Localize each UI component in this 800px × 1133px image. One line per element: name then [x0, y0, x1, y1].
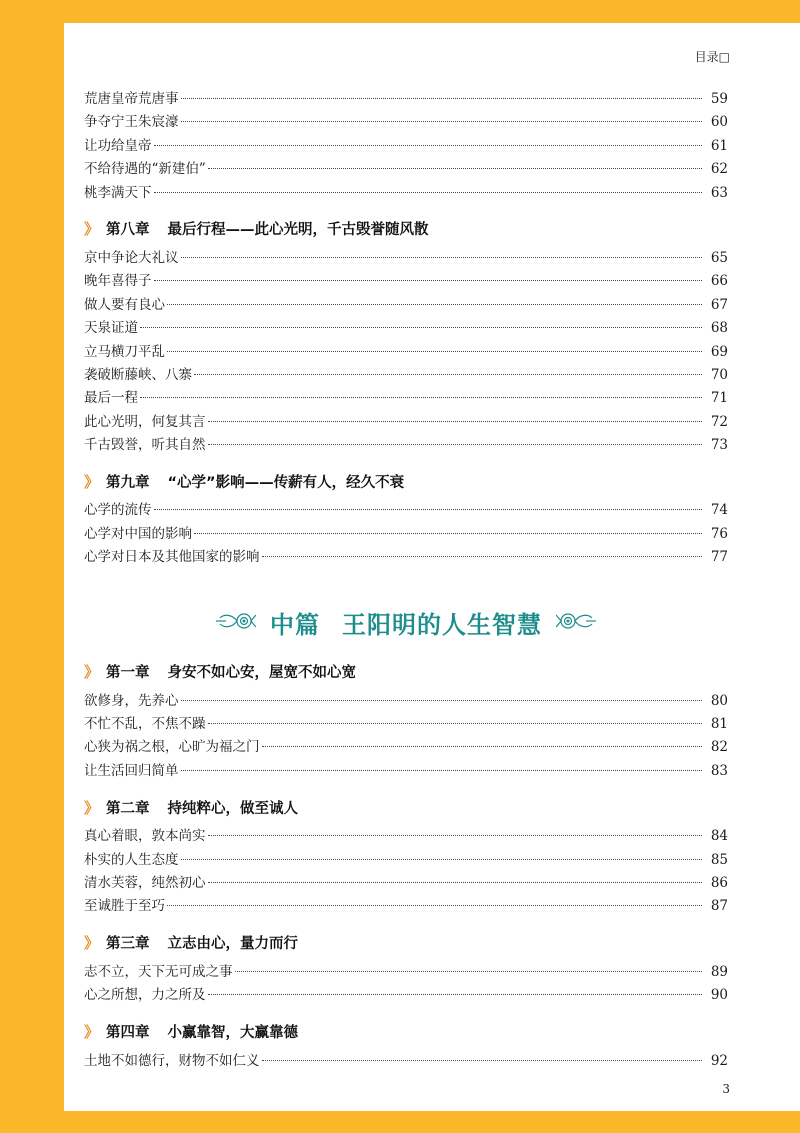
toc-entry-title: 清水芙蓉，纯然初心: [84, 874, 206, 891]
chapter-title: 持纯粹心，做至诚人: [167, 800, 299, 817]
toc-entry-page: 67: [710, 296, 728, 313]
chapter-marker-icon: 》: [84, 663, 97, 682]
toc-entry[interactable]: [84, 1050, 728, 1073]
chapter-heading: [84, 214, 728, 244]
toc-entry[interactable]: [84, 849, 728, 872]
toc-entry-title: 土地不如德行，财物不如仁义: [84, 1052, 260, 1069]
chapter-title: “心学”影响——传薪有人，经久不衰: [167, 474, 405, 491]
dot-leader: [181, 858, 703, 860]
toc-entry[interactable]: [84, 434, 728, 457]
toc-entry[interactable]: [84, 341, 728, 364]
toc-entry-page: 73: [710, 437, 728, 454]
dot-leader: [262, 745, 703, 747]
toc-entry-page: 59: [710, 91, 728, 107]
ornament-right-icon: [556, 610, 598, 636]
toc-entry[interactable]: [84, 111, 728, 134]
toc-entry-page: 92: [710, 1052, 728, 1069]
chapter-heading: [84, 657, 728, 687]
dot-leader: [181, 256, 703, 258]
toc-entry[interactable]: [84, 961, 728, 984]
toc-entry-title: 志不立，天下无可成之事: [84, 963, 233, 980]
dot-leader: [154, 144, 703, 146]
dot-leader: [154, 191, 703, 193]
page-number: 3: [722, 1082, 730, 1096]
chapter-marker-icon: 》: [84, 934, 97, 953]
toc-entry[interactable]: [84, 135, 728, 158]
toc-entry-page: 63: [710, 184, 728, 201]
part-name: 王阳明的人生智慧: [342, 610, 542, 640]
dot-leader: [167, 904, 702, 906]
chapter-heading: [84, 928, 728, 958]
toc-entry-title: 最后一程: [84, 390, 138, 407]
toc-entry-title: 争夺宁王朱宸濠: [84, 114, 179, 131]
dot-leader: [154, 279, 703, 281]
dot-leader: [181, 97, 703, 99]
toc-entry-page: 81: [710, 716, 728, 733]
toc-entry-title: 朴实的人生态度: [84, 851, 179, 868]
dot-leader: [181, 120, 703, 122]
chapter-title: 最后行程——此心光明，千古毁誉随风散: [167, 222, 429, 239]
dot-leader: [208, 420, 703, 422]
dot-leader: [208, 443, 703, 445]
toc-entry-title: 不忙不乱，不焦不躁: [84, 716, 206, 733]
toc-entry-title: 晚年喜得子: [84, 273, 152, 290]
toc-entry-page: 84: [710, 828, 728, 845]
toc-entry[interactable]: [84, 294, 728, 317]
toc-entry-page: 66: [710, 273, 728, 290]
toc-entry[interactable]: [84, 317, 728, 340]
chapter-title: 立志由心，量力而行: [167, 936, 299, 953]
toc-entry-page: 62: [710, 161, 728, 178]
table-of-contents: [84, 88, 728, 1073]
toc-entry-page: 69: [710, 343, 728, 360]
toc-entry-page: 77: [710, 549, 728, 566]
toc-entry-title: 让生活回归简单: [84, 762, 179, 779]
toc-entry-page: 89: [710, 963, 728, 980]
toc-entry[interactable]: [84, 690, 728, 713]
toc-entry[interactable]: [84, 364, 728, 387]
toc-entry-title: 心学对中国的影响: [84, 525, 192, 542]
dot-leader: [154, 508, 703, 510]
toc-entry-title: 至诚胜于至巧: [84, 898, 165, 915]
toc-entry-title: 心之所想，力之所及: [84, 987, 206, 1004]
toc-entry-page: 85: [710, 851, 728, 868]
dot-leader: [235, 970, 703, 972]
toc-entry-page: 76: [710, 525, 728, 542]
toc-entry-title: 真心着眼，敦本尚实: [84, 828, 206, 845]
toc-entry-page: 65: [710, 249, 728, 266]
toc-entry-title: 让功给皇帝: [84, 137, 152, 154]
toc-entry-page: 83: [710, 762, 728, 779]
toc-entry-title: 不给待遇的“新建伯”: [84, 161, 206, 178]
toc-entry-page: 90: [710, 987, 728, 1004]
chapter-heading: [84, 1017, 728, 1047]
chapter-title: 身安不如心安，屋宽不如心宽: [167, 665, 357, 682]
chapter-title: 小赢靠智，大赢靠德: [167, 1025, 299, 1042]
toc-entry[interactable]: [84, 713, 728, 736]
toc-entry-page: 87: [710, 898, 728, 915]
part-label: 中篇: [270, 610, 320, 640]
toc-entry-title: 千古毁誉，听其自然: [84, 437, 206, 454]
dot-leader: [208, 834, 703, 836]
toc-entry[interactable]: [84, 872, 728, 895]
toc-entry-title: 京中争论大礼议: [84, 249, 179, 266]
ornament-left-icon: [214, 610, 256, 636]
chapter-number: 第一章: [106, 665, 150, 682]
part-title: [270, 605, 542, 640]
toc-entry-page: 60: [710, 114, 728, 131]
toc-entry[interactable]: [84, 895, 728, 918]
dot-leader: [194, 532, 702, 534]
chapter-number: 第二章: [106, 800, 150, 817]
part-heading: [84, 598, 728, 648]
toc-entry[interactable]: [84, 546, 728, 569]
dot-leader: [167, 303, 702, 305]
toc-entry-title: 心狭为祸之根，心旷为福之门: [84, 739, 260, 756]
toc-entry[interactable]: [84, 523, 728, 546]
toc-entry[interactable]: [84, 270, 728, 293]
chapter-heading: [84, 792, 728, 822]
chapter-number: 第八章: [106, 222, 150, 239]
toc-entry-page: 70: [710, 366, 728, 383]
chapter-marker-icon: 》: [84, 472, 97, 491]
chapter-marker-icon: 》: [84, 220, 97, 239]
dot-leader: [167, 350, 702, 352]
chapter-marker-icon: 》: [84, 798, 97, 817]
toc-entry-page: 82: [710, 739, 728, 756]
dot-leader: [140, 396, 702, 398]
toc-entry-title: 袭破断藤峡、八寨: [84, 366, 192, 383]
toc-entry[interactable]: [84, 499, 728, 522]
toc-entry-page: 80: [710, 692, 728, 709]
toc-entry-title: 做人要有良心: [84, 296, 165, 313]
dot-leader: [181, 699, 703, 701]
chapter-number: 第三章: [106, 936, 150, 953]
toc-entry[interactable]: [84, 182, 728, 205]
toc-entry-title: 桃李满天下: [84, 184, 152, 201]
toc-entry-title: 心学的流传: [84, 502, 152, 519]
toc-entry[interactable]: [84, 387, 728, 410]
dot-leader: [140, 326, 702, 328]
chapter-number: 第九章: [106, 474, 150, 491]
document-page: [64, 23, 800, 1111]
toc-entry[interactable]: [84, 88, 728, 111]
dot-leader: [262, 555, 703, 557]
toc-entry-page: 74: [710, 502, 728, 519]
toc-entry-page: 72: [710, 413, 728, 430]
toc-entry[interactable]: [84, 411, 728, 434]
dot-leader: [194, 373, 702, 375]
dot-leader: [208, 722, 703, 724]
dot-leader: [208, 993, 703, 995]
chapter-number: 第四章: [106, 1025, 150, 1042]
toc-entry[interactable]: [84, 736, 728, 759]
chapter-heading: [84, 466, 728, 496]
toc-entry-page: 68: [710, 320, 728, 337]
toc-entry[interactable]: [84, 247, 728, 270]
toc-entry-page: 71: [710, 390, 728, 407]
toc-entry-title: 此心光明，何复其言: [84, 413, 206, 430]
toc-entry-title: 立马横刀平乱: [84, 343, 165, 360]
toc-entry[interactable]: [84, 825, 728, 848]
toc-entry-title: 心学对日本及其他国家的影响: [84, 549, 260, 566]
toc-entry-title: 荒唐皇帝荒唐事: [84, 91, 179, 107]
toc-entry[interactable]: [84, 158, 728, 181]
dot-leader: [262, 1059, 703, 1061]
toc-entry-title: 欲修身，先养心: [84, 692, 179, 709]
running-header: 目录□: [694, 50, 730, 64]
dot-leader: [208, 167, 702, 169]
chapter-marker-icon: 》: [84, 1023, 97, 1042]
dot-leader: [181, 769, 703, 771]
toc-entry-page: 86: [710, 874, 728, 891]
dot-leader: [208, 881, 703, 883]
toc-entry-title: 天泉证道: [84, 320, 138, 337]
toc-entry[interactable]: [84, 760, 728, 783]
toc-entry-page: 61: [710, 137, 728, 154]
toc-entry[interactable]: [84, 984, 728, 1007]
